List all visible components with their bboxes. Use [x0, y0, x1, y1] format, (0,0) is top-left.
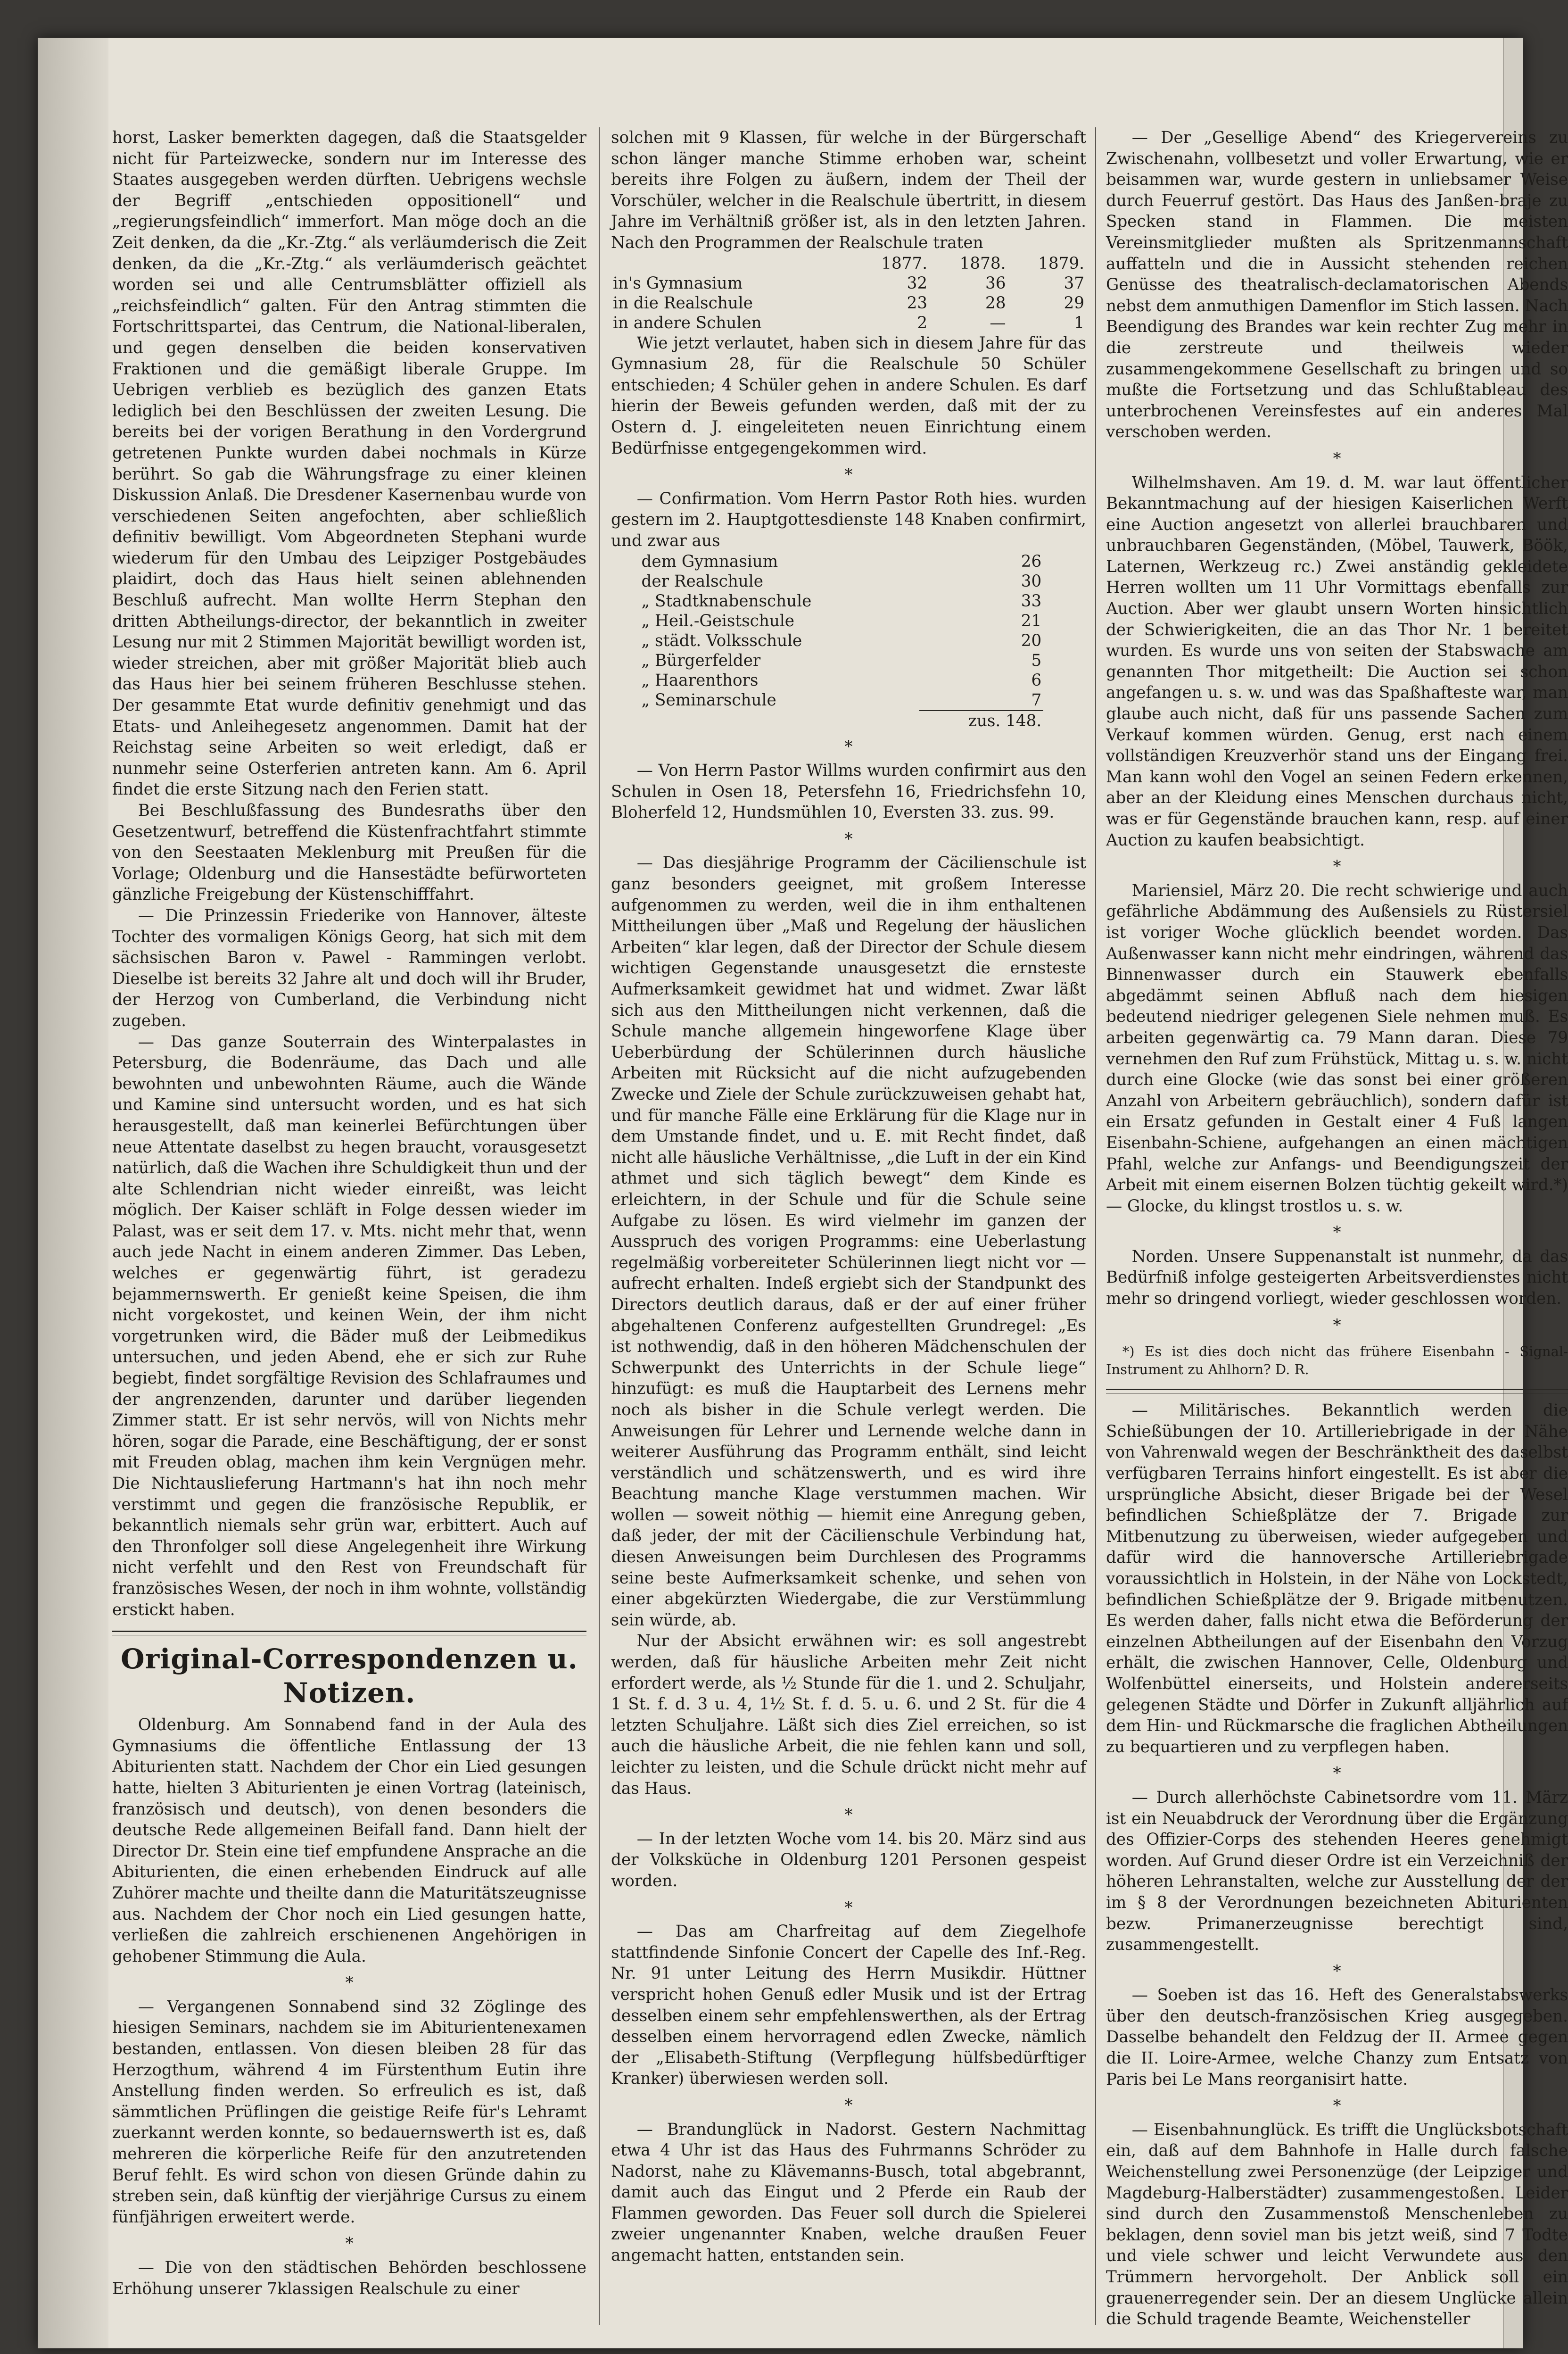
article-paragraph: — Soeben ist das 16. Heft des Generalstabswerks über den deutsch-französischen Krieg ausgegeben. Dasselbe behandelt den Feldzug der II. Armee gegen die II. Loire-Armee, welche Chanzy zum Entsatz von Paris bei Le Mans reorganisirt hatte. [1106, 1986, 1568, 2089]
star-separator: * [1333, 1962, 1341, 1981]
table-row: der Realschule 30 [641, 572, 1042, 591]
star-separator: * [844, 465, 853, 485]
footnote: *) Es ist dies doch nicht das frühere Eisenbahn - Signal-Instrument zu Ahlhorn? D. R. [1106, 1343, 1568, 1378]
year-header: 1878. [959, 254, 1006, 273]
section-divider [112, 1631, 586, 1635]
article-paragraph: horst, Lasker bemerkten dagegen, daß die Staatsgelder nicht für Parteizwecke, sondern nur im Interesse des Staates ausgegeben werden dürften. Uebrigens wechsle der Begriff „entschieden oppositionell“ und „regierungsfeindlich“ immerfort. Man möge doch an die Zeit denken, da die „Kr.-Ztg.“ als verläumderisch die Zeit denken, da die „Kr.-Ztg.“ als verläumderisch geächtet worden sei und alle Centrumsblätter offiziell als „reichsfeindlich“ galten. Für den Antrag stimmten die Fortschrittspartei, das Centrum, die National-liberalen, und gegen denselben die beiden konservativen Fraktionen und die gemäßigt liberale Gruppe. Im Uebrigen verblieb es bezüglich des ganzen Etats lediglich bei den Beschlüssen der zweiten Lesung. Die bereits bei der vorigen Berathung in den Vordergrund getretenen Punkte wurden dabei nochmals in Kürze berührt. So gab die Währungsfrage zu einer kleinen Diskussion Anlaß. Die Dresdener Kasernenbau wurde von verschiedenen Seiten angefochten, aber schließlich definitiv bewilligt. Vom Abgeordneten Stephani wurde wiederum für den Umbau des Leipziger Postgebäudes plaidirt, doch das Haus hielt seinen ablehnenden Beschluß aufrecht. Man wollte Herrn Stephan den dritten Abtheilungs-director, der bekanntlich in zweiter Lesung nur mit 2 Stimmen Majorität bewilligt worden ist, wieder streichen, aber mit größer Majorität blieb auch das Haus hier bei seinem früheren Beschlusse stehen. Der gesammte Etat wurde definitiv genehmigt und das Etats- und Anleihegesetz angenommen. Damit hat der Reichstag seine Arbeiten so weit erledigt, daß er nunmehr seine Osterferien antreten kann. Am 6. April findet die erste Sitzung nach den Ferien statt. [112, 128, 586, 799]
article-paragraph: Wilhelmshaven. Am 19. d. M. war laut öffentlicher Bekanntmachung auf der hiesigen Kaiserlichen Werft eine Auction angesetzt von allerlei brauchbaren und unbrauchbaren Gegenständen, (Möbel, Tauwerk, Böök, Laternen, Werkzeug rc.) Zwei anständig gekleidete Herren wollten um 11 Uhr Vormittags ebenfalls zur Auction. Aber wer glaubt unsern Worten hinsichtlich der Schwierigkeiten, die an das Thor Nr. 1 bereitet wurden. Es wurde uns von seiten der Stabswache am genannten Thor mitgetheilt: Die Auction sei schon angefangen u. s. w. und was das Spaßhafteste war, man glaube auch nicht, daß für uns passende Sachen zum Verkauf kommen würden. Genug, erst nach einem vollständigen Kreuzverhör stand uns der Eingang frei. Man kann wohl den Vogel an seinen Federn erkennen, aber an der Kleidung eines Menschen durchaus nicht, was er für Gegenstände brauchen kann, resp. auf einer Auction zu kaufen beabsichtigt. [1106, 473, 1568, 850]
article-paragraph: solchen mit 9 Klassen, für welche in der Bürgerschaft schon länger manche Stimme erhoben war, scheint bereits ihre Folgen zu äußern, indem der Theil der Vorschüler, welcher in die Realschule übertritt, in diesem Jahre im Verhältniß größer ist, als in den letzten Jahren. Nach den Programmen der Realschule traten [611, 128, 1086, 252]
article-paragraph: Norden. Unsere Suppenanstalt ist nunmehr, da das Bedürfniß infolge gesteigerten Arbeitsverdienstes nicht mehr so dringend vorliegt, wieder geschlossen worden. [1106, 1247, 1568, 1309]
star-separator: * [844, 1898, 853, 1917]
section-title: Original-Correspondenzen u. Notizen. [121, 1643, 578, 1709]
confirmation-table [639, 552, 1043, 731]
article-paragraph: — Brandunglück in Nadorst. Gestern Nachmittag etwa 4 Uhr ist das Haus des Fuhrmanns Schröder zu Nadorst, nahe zu Klävemanns-Busch, total abgebrannt, damit auch das Eingut und 2 Pferde ein Raub der Flammen geworden. Das Feuer soll durch die Spielerei zweier ungenannter Knaben, welche draußen Feuer angemacht hatten, entstanden sein. [611, 2120, 1086, 2265]
article-paragraph: — Der „Gesellige Abend“ des Kriegervereins zu Zwischenahn, vollbesetzt und voller Erwartung, wie er beisammen war, wurde gestern in unliebsamer Weise durch Feuerruf gestört. Das Haus des Janßen-braje zu Specken stand in Flammen. Die meisten Vereinsmitglieder mußten als Spritzenmannschaft auffatteln und die in Aussicht stehenden reichen Genüsse des theatralisch-declamatorischen Abends nebst dem anmuthigen Damenflor im Stich lassen. Nach Beendigung des Brandes war kein rechter Zug mehr in die zerstreute und theilweis wieder zusammengekommene Gesellschaft zu bringen und so mußte die Fortsetzung und das Schlußtableau des unterbrochenen Vereinsfestes auf ein anderes Mal verschoben werden. [1106, 128, 1568, 442]
article-paragraph: — Das diesjährige Programm der Cäcilienschule ist ganz besonders geeignet, mit großem Interesse aufgenommen zu werden, weil die in ihm enthaltenen Mittheilungen über „Maß und Regelung der häuslichen Arbeiten“ klar legen, daß der Director der Schule diesem wichtigen Gegenstande unausgesetzt die ernsteste Aufmerksamkeit gewidmet hat und widmet. Zwar läßt sich aus den Mittheilungen nicht verkennen, daß die Schule manche allgemein hingeworfene Klage über Ueberbürdung der Schülerinnen durch häusliche Arbeiten mit Rücksicht auf die nicht aufzugebenden Zwecke und Ziele der Schule zurückzuweisen gehabt hat, und für manche Fälle eine Erklärung für die Klage nur in dem Umstande findet, und u. E. mit Recht findet, daß nicht alle häusliche Verhältnisse, „die Luft in der ein Kind athmet und sich täglich bewegt“ dem Kinde es erleichtern, in der Schule und für die Schule seine Aufgabe zu lösen. Es wird vielmehr im ganzen der Ausspruch des vorigen Programms: eine Ueberlastung regelmäßig vorbereiteter Schülerinnen liegt nicht vor — aufrecht erhalten. Indeß ergiebt sich der Standpunkt des Directors deutlich daraus, daß er der auf einer früher abgehaltenen Conferenz aufgestellten Grundregel: „Es ist nothwendig, daß in den höheren Mädchenschulen der Schwerpunkt des Unterrichts in der Schule liege“ hinzufügt: es muß die Hauptarbeit des Lernens mehr noch als bisher in die Schule verlegt werden. Die Anweisungen für Lehrer und Lernende welche dann in weiterer Ausführung das Programm enthält, sind leicht verständlich und schätzenswerth, und es wird ihre Beachtung manche Klage verstummen machen. Wir wollen — soweit nöthig — hiemit eine Anregung geben, daß jeder, der mit der Cäcilienschule Verbindung hat, diesen Anweisungen beim Durchlesen des Programms seine beste Aufmerksamkeit schenke, und sehen von einer abgekürzten Wiedergabe, die zur Verstümmlung sein würde, ab. [611, 854, 1086, 1630]
article-paragraph: — Militärisches. Bekanntlich werden die Schießübungen der 10. Artilleriebrigade in der Nähe von Vahrenwald wegen der Beschränktheit des daselbst verfügbaren Terrains hinfort eingestellt. Es ist aber die ursprüngliche Absicht, dieser Brigade bei der Wesel befindlichen Schießplätze der 7. Brigade zur Mitbenutzung zu überweisen, wieder aufgegeben und dafür wird die hannoversche Artilleriebrigade voraussichtlich in Holstein, in der Nähe von Lockstedt, befindlichen Schießplätze der 9. Brigade mitbenutzen. Es werden daher, falls nicht etwa die Beförderung der einzelnen Abtheilungen auf der Eisenbahn den Vorzug erhält, die zwischen Hannover, Celle, Oldenburg und Wolfenbüttel einerseits, und Holstein andererseits gelegenen Städte und Dörfer in Zukunft alljährlich auf dem Hin- und Rückmarsche die fraglichen Abtheilungen zu bequartieren und zu verpflegen haben. [1106, 1401, 1568, 1757]
article-paragraph: Oldenburg. Am Sonnabend fand in der Aula des Gymnasiums die öffentliche Entlassung der 13 Abiturienten statt. Nachdem der Chor ein Lied gesungen hatte, hielten 3 Abiturienten je einen Vortrag (lateinisch, französisch und deutsch), von denen besonders die deutsche Rede allgemeinen Beifall fand. Dann hielt der Director Dr. Stein eine tief empfundene Ansprache an die Abiturienten, die einen erhebenden Eindruck auf alle Zuhörer machte und theilte dann die Maturitätszeugnisse aus. Nachdem der Chor noch ein Lied gesungen hatte, verließen die zahlreich erschienenen Angehörigen in gehobener Stimmung die Aula. [112, 1716, 586, 1966]
table-row: in die Realschule 23 28 29 [613, 293, 1084, 313]
column-rule [599, 127, 600, 2325]
newspaper-page [38, 38, 1568, 2348]
star-separator: * [1333, 449, 1341, 468]
star-separator: * [1333, 1223, 1341, 1243]
star-separator: * [844, 2096, 853, 2115]
column-rule [1095, 127, 1096, 2325]
table-row: „ städt. Volksschule 20 [641, 631, 1042, 650]
article-paragraph: — Das am Charfreitag auf dem Ziegelhofe stattfindende Sinfonie Concert der Capelle des Inf.-Reg. Nr. 91 unter Leitung des Herrn Musikdir. Hüttner verspricht hohen Genuß edler Musik und ist der Ertrag desselben einem sehr empfehlenswerthen, als der Ertrag desselben einem hervorragend edlen Zwecke, nämlich der „Elisabeth-Stiftung (Verpflegung hülfsbedürftiger Kranker) überwiesen werden soll. [611, 1922, 1086, 2089]
star-separator: * [345, 2234, 354, 2254]
article-paragraph: — In der letzten Woche vom 14. bis 20. März sind aus der Volksküche in Oldenburg 1201 Personen gespeist worden. [611, 1829, 1086, 1890]
star-separator: * [1333, 1764, 1341, 1783]
article-paragraph: — Vergangenen Sonnabend sind 32 Zöglinge des hiesigen Seminars, nachdem sie im Abiturientenexamen bestanden, entlassen. Von diesen bleiben 28 für das Herzogthum, während 4 im Fürstenthum Eutin ihre Anstellung finden werden. So erfreulich es ist, daß sämmtlichen Prüflingen die geistige Reife für's Lehramt zuerkannt werden konnte, so bedauernswerth ist es, daß mehreren die körperliche Reife für den anzutretenden Beruf fehlt. Es wird schon von diesen Gründe dahin zu streben sein, daß künftig der vierjährige Cursus zu einem fünfjährigen erweitert werde. [112, 1997, 586, 2227]
table-row: in's Gymnasium 32 36 37 [613, 274, 1084, 293]
table-row: „ Bürgerfelder 5 [641, 651, 1042, 670]
section-divider [1106, 1389, 1568, 1393]
article-paragraph: Wie jetzt verlautet, haben sich in diesem Jahre für das Gymnasium 28, für die Realschule 50 Schüler entschieden; 4 Schüler gehen in andere Schulen. Es darf hierin der Beweis gefunden werden, daß mit der zu Ostern d. J. eingeleiteten neuen Einrichtung einem Bedürfnisse entgegengekommen wird. [611, 333, 1086, 458]
article-paragraph: — Die von den städtischen Behörden beschlossene Erhöhung unserer 7klassigen Realschule zu einer [112, 2258, 586, 2298]
star-separator: * [844, 829, 853, 849]
article-paragraph: — Confirmation. Vom Herrn Pastor Roth hies. wurden gestern im 2. Hauptgottesdienste 148 Knaben confirmirt, und zwar aus [611, 489, 1086, 550]
year-header: 1879. [1038, 254, 1084, 273]
star-separator: * [1333, 2097, 1341, 2116]
table-row: „ Heil.-Geistschule 21 [641, 611, 1042, 630]
column-middle [611, 127, 1086, 2266]
article-paragraph: — Die Prinzessin Friederike von Hannover, älteste Tochter des vormaligen Königs Georg, hat sich mit dem sächsischen Baron v. Pawel - Rammingen verlobt. Dieselbe ist bereits 32 Jahre alt und doch will ihr Bruder, der Herzog von Cumberland, die Verbindung nicht zugeben. [112, 906, 586, 1030]
article-paragraph: — Das ganze Souterrain des Winterpalastes in Petersburg, die Bodenräume, das Dach und alle bewohnten und unbewohnten Räume, auch die Wände und Kamine sind untersucht worden, und es hat sich herausgestellt, daß man keinerlei Befürchtungen über neue Attentate daselbst zu hegen braucht, vorausgesetzt natürlich, daß die Wachen ihre Schuldigkeit thun und der alte Schlendrian nicht wieder einreißt, was leicht möglich. Der Kaiser schläft in Folge dessen wieder im Palast, was er seit dem 17. v. Mts. nicht mehr that, wenn auch jede Nacht in einem anderen Zimmer. Das Leben, welches er gegenwärtig führt, ist geradezu bejammernswerth. Er genießt keine Speisen, die ihm nicht vorgekostet, und keinen Wein, der ihm nicht vorgetrunken wird, die Bäder muß der Leibmedikus untersuchen, und jeden Abend, ehe er sich zur Ruhe begiebt, findet sorgfältige Revision des Schlafraumes und der angrenzenden, darunter und darüber liegenden Zimmer statt. Er ist sehr nervös, will von Nichts mehr hören, sogar die Parade, eine Beschäftigung, der er sonst mit Freuden oblag, machen ihm kein Vergnügen mehr. Die Nichtauslieferung Hartmann's hat ihn noch mehr verstimmt und gegen die französische Republik, er bekanntlich niemals sehr grün war, erbittert. Auch auf den Thronfolger soll diese Angelegenheit ihre Wirkung nicht verfehlt und den Rest von Freundschaft für französisches Wesen, der noch in ihm wohnte, vollständig erstickt haben. [112, 1032, 586, 1619]
column-left [112, 127, 586, 2299]
year-header: 1877. [881, 254, 928, 273]
table-row: „ Seminarschule 7 [639, 690, 1043, 711]
table-row: in andere Schulen 2 — 1 [613, 313, 1084, 332]
article-paragraph: Bei Beschlußfassung des Bundesraths über den Gesetzentwurf, betreffend die Küstenfrachtfahrt stimmte von den Seestaaten Meklenburg mit Preußen für die Vorlage; Oldenburg und die Hansestädte befürworteten gänzliche Freigebung der Küstenschifffahrt. [112, 801, 586, 904]
star-separator: * [345, 1973, 354, 1993]
article-paragraph: — Von Herrn Pastor Willms wurden confirmirt aus den Schulen in Osen 18, Petersfehn 16, Friedrichsfehn 10, Bloherfeld 12, Hundsmühlen 10, Eversten 33. zus. 99. [611, 761, 1086, 822]
table-total-row: zus. 148. [968, 711, 1042, 730]
column-right [1106, 127, 1568, 2330]
school-transfer-table [611, 254, 1086, 333]
star-separator: * [844, 737, 853, 756]
page-gutter [38, 38, 108, 2348]
table-row: „ Stadtknabenschule 33 [641, 591, 1042, 611]
table-row: dem Gymnasium 26 [641, 552, 1042, 571]
article-paragraph: — Eisenbahnunglück. Es trifft die Unglücksbotschaft ein, daß auf dem Bahnhofe in Halle durch falsche Weichenstellung zwei Personenzüge (der Leipziger und Magdeburg-Halberstädter) zusammengestoßen. Leider sind durch den Zusammenstoß Menschenleben zu beklagen, denn soviel man bis jetzt weiß, sind 7 Todte und viele schwer und leicht Verwundete aus den Trümmern hervorgeholt. Der Anblick soll ein grauenerregender sein. Der an diesem Unglücke allein die Schuld tragende Beamte, Weichensteller [1106, 2120, 1568, 2329]
article-paragraph: Nur der Absicht erwähnen wir: es soll angestrebt werden, daß für häusliche Arbeiten mehr Zeit nicht erfordert werde, als ½ Stunde für die 1. und 2. Schuljahr, 1 St. f. d. 3 u. 4, 1½ St. f. d. 5. u. 6. und 2 St. für die 4 letzten Schuljahre. Läßt sich dies Ziel erreichen, so ist auch die häusliche Arbeit, die nie fehlen kann und soll, leichter zu leisten, und die Schule drückt nicht mehr auf das Haus. [611, 1632, 1086, 1798]
table-row: „ Haarenthors 6 [641, 671, 1042, 690]
article-paragraph: — Durch allerhöchste Cabinetsordre vom 11. März ist ein Neuabdruck der Verordnung über die Ergänzung des Offizier-Corps des stehenden Heeres genehmigt worden. Auf Grund dieser Ordre ist ein Verzeichniß der höheren Lehranstalten, welche zur Ausstellung der der im § 8 der Verordnungen bezeichneten Abiturienten bezw. Primanerzeugnisse berechtigt sind, zusammengestellt. [1106, 1788, 1568, 1955]
star-separator: * [1333, 857, 1341, 877]
star-separator: * [1333, 1316, 1341, 1335]
star-separator: * [844, 1806, 853, 1825]
article-paragraph: Mariensiel, März 20. Die recht schwierige und auch gefährliche Abdämmung des Außensiels zu Rüstersiel ist voriger Woche glücklich beendet worden. Das Außenwasser kann nicht mehr eindringen, während das Binnenwasser durch ein Stauwerk ebenfalls abgedämmt seinen Abfluß nach dem hiesigen bedeutend niedriger gelegenen Siele nehmen muß. Es arbeiten gegenwärtig ca. 79 Mann daran. Diese 79 vernehmen den Ruf zum Frühstück, Mittag u. s. w. nicht durch eine Glocke (wie das sonst bei einer größeren Anzahl von Arbeitern gebräuchlich), sondern dafür ist ein Ersatz gefunden in Gestalt einer 4 Fuß langen Eisenbahn-Schiene, aufgehangen an einen mächtigen Pfahl, welche zur Anfangs- und Beendigungszeit der Arbeit mit einem eisernen Bolzen tüchtig gekeilt wird.*) — Glocke, du klingst trostlos u. s. w. [1106, 881, 1568, 1216]
